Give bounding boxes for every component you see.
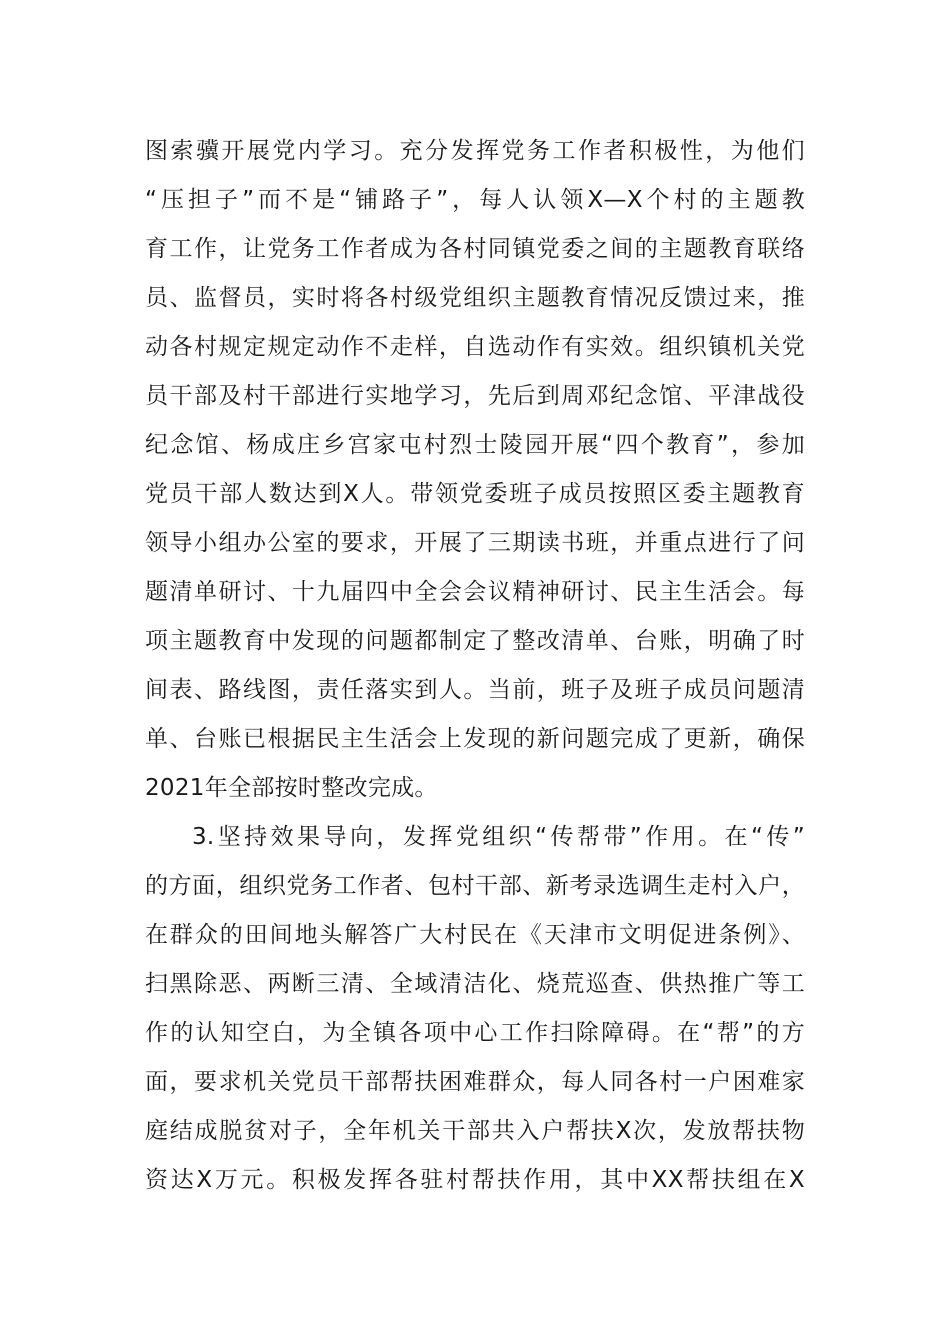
text-line: 领导小组办公室的要求，开展了三期读书班，并重点进行了问 [145,530,805,556]
text-line: 图索骥开展党内学习。充分发挥党务工作者积极性，为他们 [145,138,805,164]
text-line: 动各村规定规定动作不走样，自选动作有实效。组织镇机关党 [145,334,805,360]
text-line: 单、台账已根据民主生活会上发现的新问题完成了更新，确保 [145,726,805,752]
paragraph-heading-line: 3.坚持效果导向，发挥党组织“传帮带”作用。在“传” [192,824,805,850]
text-line: 育工作，让党务工作者成为各村同镇党委之间的主题教育联络 [145,236,805,262]
paragraph-end-line: 2021年全部按时整改完成。 [145,775,438,801]
text-line: 党员干部人数达到X人。带领党委班子成员按照区委主题教育 [145,481,805,507]
text-line: 间表、路线图，责任落实到人。当前，班子及班子成员问题清 [145,677,805,703]
text-line: 面，要求机关党员干部帮扶困难群众，每人同各村一户困难家 [145,1069,805,1095]
text-line: 员干部及村干部进行实地学习，先后到周邓纪念馆、平津战役 [145,383,805,409]
text-line: 扫黑除恶、两断三清、全域清洁化、烧荒巡查、供热推广等工 [145,971,805,997]
text-line: 作的认知空白，为全镇各项中心工作扫除障碍。在“帮”的方 [145,1020,805,1046]
text-line: 的方面，组织党务工作者、包村干部、新考录选调生走村入户， [145,873,805,899]
text-line: 项主题教育中发现的问题都制定了整改清单、台账，明确了时 [145,628,805,654]
text-line: 在群众的田间地头解答广大村民在《天津市文明促进条例》、 [145,922,805,948]
text-line: 员、监督员，实时将各村级党组织主题教育情况反馈过来，推 [145,285,805,311]
text-line: 庭结成脱贫对子，全年机关干部共入户帮扶X次，发放帮扶物 [145,1118,805,1144]
text-line: “压担子”而不是“铺路子”，每人认领X—X个村的主题教 [145,187,805,213]
text-line: 题清单研讨、十九届四中全会会议精神研讨、民主生活会。每 [145,579,805,605]
text-line: 纪念馆、杨成庄乡宫家屯村烈士陵园开展“四个教育”，参加 [145,432,805,458]
text-line: 资达X万元。积极发挥各驻村帮扶作用，其中XX帮扶组在X [145,1167,805,1193]
